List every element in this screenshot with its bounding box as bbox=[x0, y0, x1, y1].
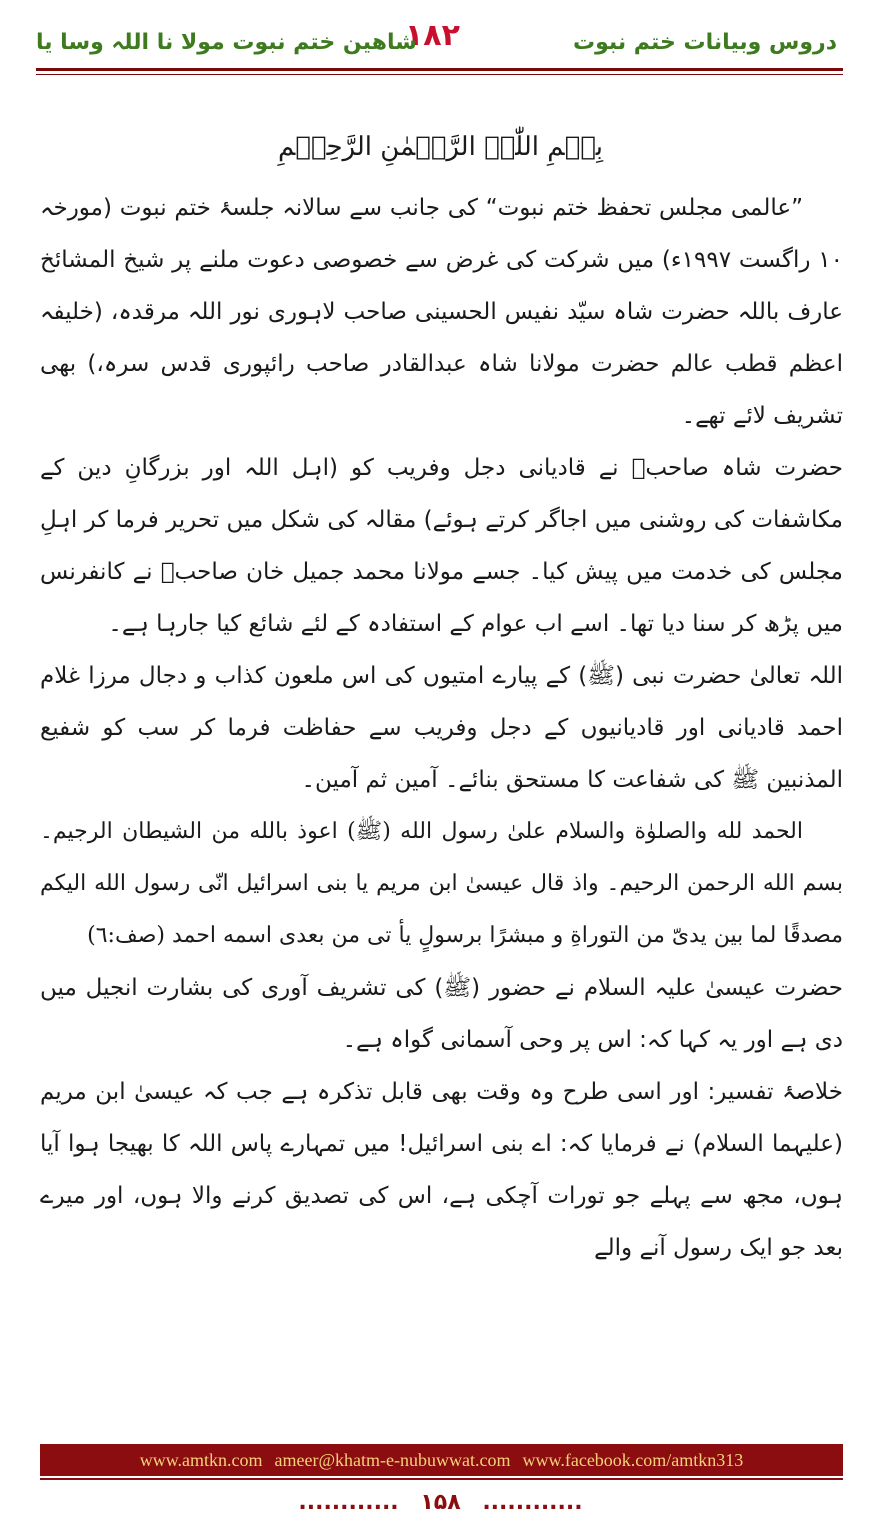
arabic-passage: الحمد لله والصلوٰة والسلام علىٰ رسول الله (ﷺ) اعوذ بالله من الشيطان الرجيم۔ بسم الله الرحمن الرحيم۔ واذ قال عيسىٰ ابن مريم يا بنى اسرائيل انّى رسول الله اليكم مصدقًا لما بين يدىّ من التوراةِ و مبشرًا برسولٍ يأ تى من بعدى اسمه احمد (صف:٦) bbox=[40, 819, 843, 948]
paragraph-2: حضرت شاہ صاحبؒ نے قادیانی دجل وفریب کو (اہل اللہ اور بزرگانِ دین کے مکاشفات کی روشنی میں اجاگر کرتے ہوئے) مقالہ کی شکل میں تحریر فرما کر اہلِ مجلس کی خدمت میں پیش کیا۔ جسے مولانا محمد جمیل خان صاحبؒ نے کانفرنس میں پڑھ کر سنا دیا تھا۔ اسے اب عوام کے استفادہ کے لئے شائع کیا جارہا ہے۔ bbox=[40, 455, 843, 637]
facebook-link[interactable]: www.facebook.com/amtkn313 bbox=[522, 1449, 744, 1470]
page-header bbox=[0, 0, 881, 60]
book-title: دروس وبیانات ختم نبوت bbox=[573, 30, 837, 55]
author-name: شاھین ختم نبوت مولا نا اللہ وسا یا bbox=[36, 30, 417, 55]
header-rule-thin bbox=[36, 74, 843, 75]
dots-left: ............ bbox=[298, 1490, 399, 1515]
paragraph-3: اللہ تعالیٰ حضرت نبی (ﷺ) کے پیارے امتیوں کی اس ملعون کذاب و دجال مرزا غلام احمد قادیانی اور قادیانیوں کے دجل وفریب سے حفاظت فرما کر سب کو شفیع المذنبین ﷺ کی شفاعت کا مستحق بنائے۔ آمین ثم آمین۔ bbox=[40, 663, 843, 793]
header-rule bbox=[36, 68, 843, 71]
dots-right: ............ bbox=[482, 1490, 583, 1515]
footer-page-number-row bbox=[0, 1490, 881, 1515]
website-link[interactable]: www.amtkn.com bbox=[139, 1449, 263, 1470]
header-page-number: ۱۸۲ bbox=[405, 18, 460, 53]
paragraph-1: ”عالمی مجلس تحفظ ختم نبوت“ کی جانب سے سالانہ جلسۂ ختم نبوت (مورخہ ۱۰ راگست ۱۹۹۷ء) میں شرکت کی غرض سے خصوصی دعوت ملنے پر شیخ المشائخ عارف باللہ حضرت شاہ سیّد نفیس الحسینی صاحب لاہوری نور اللہ مرقدہ، (خلیفہ اعظم قطب عالم حضرت مولانا شاہ عبدالقادر صاحب رائپوری قدس سرہ،) بھی تشریف لائے تھے۔ bbox=[40, 195, 843, 429]
page-body bbox=[40, 182, 843, 1274]
footer-page-number: ۱۵۸ bbox=[420, 1490, 461, 1515]
footer-rule bbox=[40, 1478, 843, 1480]
paragraph-4: حضرت عیسیٰ علیہ السلام نے حضور (ﷺ) کی تشریف آوری کی بشارت انجیل میں دی ہے اور یہ کہا کہ: اس پر وحی آسمانی گواہ ہے۔ bbox=[40, 975, 843, 1053]
paragraph-5: خلاصۂ تفسیر: اور اسی طرح وہ وقت بھی قابل تذکرہ ہے جب کہ عیسیٰ ابن مریم (علیہما السلام) نے فرمایا کہ: اے بنی اسرائیل! میں تمہارے پاس اللہ کا بھیجا ہوا آیا ہوں، مجھ سے پہلے جو تورات آچکی ہے، اس کی تصدیق کرنے والا ہوں، اور میرے بعد جو ایک رسول آنے والے bbox=[40, 1079, 843, 1261]
bismillah: بِسۡمِ اللّٰہِ الرَّحۡمٰنِ الرَّحِیۡمِ bbox=[277, 132, 604, 162]
footer-links bbox=[40, 1444, 843, 1476]
email-link[interactable]: ameer@khatm-e-nubuwwat.com bbox=[274, 1449, 511, 1470]
